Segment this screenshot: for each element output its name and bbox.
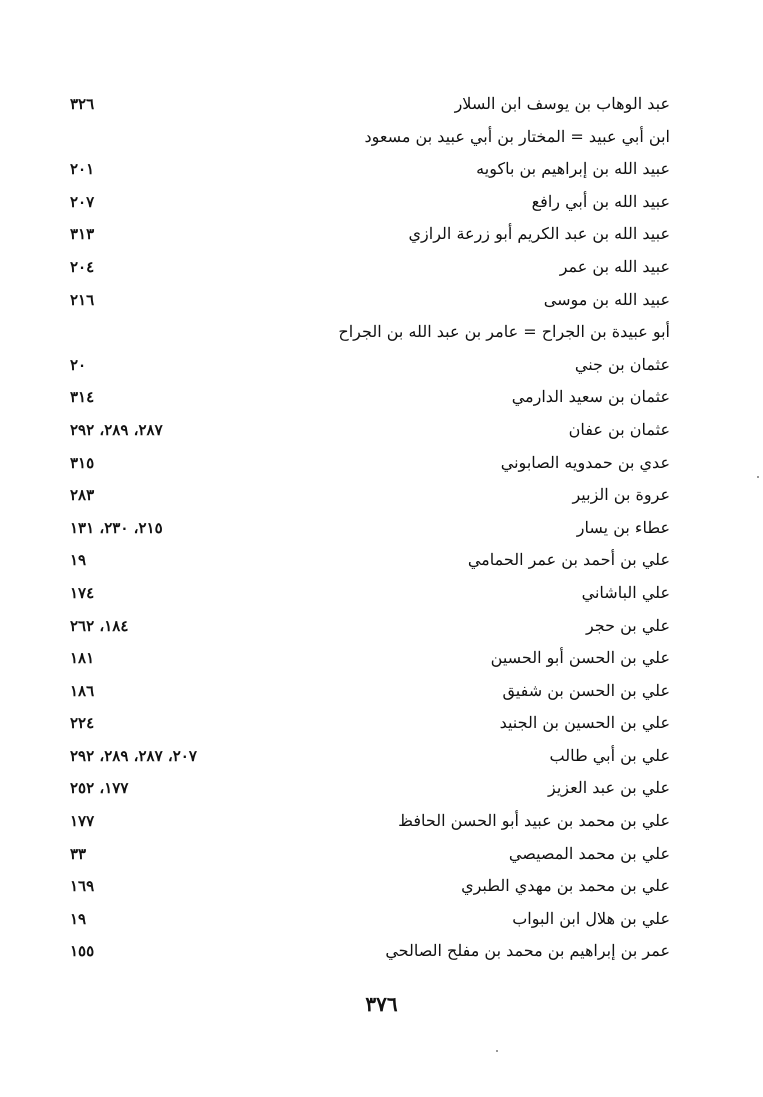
entry-page-refs: ٢١٦ — [70, 290, 95, 309]
entry-page-refs: ٣١٤ — [70, 388, 95, 407]
entry-name: عثمان بن عفان — [568, 419, 670, 439]
entry-name: علي بن محمد بن مهدي الطبري — [461, 876, 670, 896]
index-entry — [66, 153, 670, 186]
entry-page-refs: ١٥٥ — [70, 942, 95, 961]
entry-name: عبيد الله بن أبي رافع — [531, 191, 670, 211]
index-entry — [66, 740, 670, 773]
index-entry — [66, 935, 670, 968]
entry-name: علي بن محمد المصيصي — [508, 843, 670, 863]
index-entry — [66, 349, 670, 382]
entry-name: علي بن أحمد بن عمر الحمامي — [467, 550, 670, 570]
index-entry — [66, 447, 670, 480]
index-entry — [66, 675, 670, 708]
entry-page-refs: ١٩ — [70, 551, 87, 570]
entry-page-refs: ٣٢٦ — [70, 95, 95, 113]
entry-name: علي بن محمد بن عبيد أبو الحسن الحافظ — [398, 811, 670, 831]
index-entry — [66, 544, 670, 577]
margin-speck — [757, 476, 759, 478]
entry-page-refs: ٣١٥ — [70, 453, 95, 472]
entry-name: أبو عبيدة بن الجراح = عامر بن عبد الله بن الجراح — [338, 322, 670, 342]
index-entry — [66, 838, 670, 871]
entry-page-refs: ٢٨٧، ٢٨٩، ٢٩٢ — [70, 420, 163, 439]
entry-name: علي بن عبد العزيز — [548, 778, 670, 798]
index-entry — [66, 772, 670, 805]
index-entry — [66, 88, 670, 121]
index-entry — [66, 284, 670, 317]
index-entry — [66, 218, 670, 251]
entry-page-refs: ٢٨٣ — [70, 486, 95, 505]
entry-page-refs: ٣١٣ — [70, 225, 95, 244]
entry-name: عروة بن الزبير — [572, 485, 670, 505]
entry-page-refs: ١٦٩ — [70, 877, 95, 896]
entry-name: عبد الوهاب بن يوسف ابن السلار — [454, 94, 670, 113]
entry-page-refs: ١٧٧ — [70, 812, 95, 831]
entry-name: علي بن الحسين بن الجنيد — [499, 713, 670, 733]
entry-page-refs: ٢٠١ — [70, 160, 95, 179]
index-entry — [66, 479, 670, 512]
entry-name: علي بن الحسن بن شفيق — [502, 680, 670, 700]
entry-name: عمر بن إبراهيم بن محمد بن مفلح الصالحي — [385, 941, 670, 961]
entry-name: عبيد الله بن عبد الكريم أبو زرعة الرازي — [408, 224, 670, 244]
entry-page-refs: ٢٠٧، ٢٨٧، ٢٨٩، ٢٩٢ — [70, 746, 197, 765]
index-entry — [66, 414, 670, 447]
entry-name: ابن أبي عبيد = المختار بن أبي عبيد بن مسعود — [364, 126, 670, 146]
entry-page-refs: ١٨٤، ٢٦٢ — [70, 616, 129, 635]
entry-page-refs: ٢٠٤ — [70, 257, 95, 276]
entry-name: علي الباشاني — [581, 582, 670, 602]
index-entry — [66, 186, 670, 219]
index-entry — [66, 805, 670, 838]
index-entry — [66, 251, 670, 284]
index-entry — [66, 577, 670, 610]
entry-page-refs: ١٧٤ — [70, 583, 95, 602]
entry-page-refs: ١٩ — [70, 909, 87, 928]
index-entry — [66, 903, 670, 936]
index-entry — [66, 870, 670, 903]
entry-name: علي بن أبي طالب — [549, 745, 670, 765]
index-entry — [66, 610, 670, 643]
entry-page-refs: ٢٠ — [70, 355, 87, 374]
entry-name: عطاء بن يسار — [576, 517, 670, 537]
entry-name: علي بن هلال ابن البواب — [512, 908, 670, 928]
entry-page-refs: ٢٠٧ — [70, 192, 95, 211]
index-entry — [66, 512, 670, 545]
entry-page-refs: ١٨٦ — [70, 681, 95, 700]
entry-name: عدي بن حمدويه الصابوني — [500, 452, 670, 472]
entry-name: علي بن الحسن أبو الحسين — [490, 648, 670, 668]
entry-page-refs: ١٧٧، ٢٥٢ — [70, 779, 129, 798]
entry-name: عثمان بن سعيد الدارمي — [511, 387, 670, 407]
entry-name: عبيد الله بن عمر — [559, 256, 670, 276]
entry-name: عبيد الله بن إبراهيم بن باكويه — [476, 159, 670, 179]
index-entry — [66, 316, 670, 349]
name-index-list — [66, 88, 670, 968]
page-number: ٣٧٦ — [365, 992, 398, 1016]
index-entry — [66, 381, 670, 414]
index-entry — [66, 642, 670, 675]
entry-name: عثمان بن جني — [574, 354, 670, 374]
index-entry — [66, 121, 670, 154]
index-entry — [66, 707, 670, 740]
entry-name: عبيد الله بن موسى — [543, 289, 670, 309]
margin-speck — [496, 1050, 498, 1052]
entry-page-refs: ٢١٥، ٢٣٠، ١٣١ — [70, 518, 163, 537]
entry-name: علي بن حجر — [585, 615, 670, 635]
entry-page-refs: ١٨١ — [70, 649, 95, 668]
entry-page-refs: ٢٢٤ — [70, 714, 95, 733]
entry-page-refs: ٣٣ — [70, 844, 87, 863]
